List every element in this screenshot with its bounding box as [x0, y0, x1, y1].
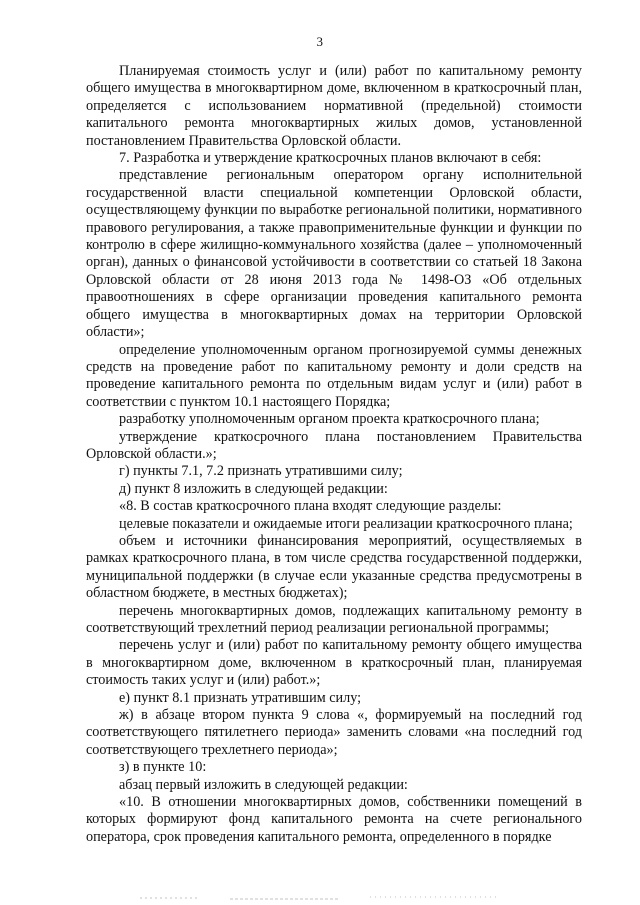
- paragraph-2: 7. Разработка и утверждение краткосрочных планов включают в себя:: [119, 150, 542, 167]
- document-body: [86, 63, 582, 846]
- scan-artifact-marks: [140, 895, 500, 901]
- paragraph-17: абзац первый изложить в следующей редакции:: [119, 776, 408, 793]
- paragraph-15: ж) в абзаце втором пункта 9 слова «, формируемый на последний год соответствующего пятилетнего периода» заменить словами «на последний год соответствующего трехлетнего периода»;: [86, 707, 582, 758]
- paragraph-18: «10. В отношении многоквартирных домов, собственники помещений в которых формируют фонд капитального ремонта на счете регионального оператора, срок проведения капитального ремонта, определенного в порядке: [86, 794, 582, 845]
- paragraph-16: з) в пункте 10:: [119, 759, 207, 776]
- paragraph-3: представление региональным оператором органу исполнительной государственной власти специальной компетенции Орловской области, осуществляющему функции по выработке региональной политики, нормативного правового регулирования, а также правоприменительные функции и функции по контролю в сфере жилищно-коммунального хозяйства (далее – уполномоченный орган), данных о финансовой устойчивости в соответствии со статьей 18 Закона Орловской области от 28 июня 2013 года № 1498-ОЗ «Об отдельных правоотношениях в сфере организации проведения капитального ремонта общего имущества в многоквартирных домах на территории Орловской области»;: [86, 167, 582, 341]
- paragraph-5: разработку уполномоченным органом проекта краткосрочного плана;: [119, 411, 540, 428]
- paragraph-11: объем и источники финансирования мероприятий, осуществляемых в рамках краткосрочного плана, в том числе средства государственной поддержки, муниципальной поддержки (в случае если указанные средства предусмотрены в областном бюджете, в местных бюджетах);: [86, 532, 582, 602]
- paragraph-13: перечень услуг и (или) работ по капитальному ремонту общего имущества в многоквартирном доме, включенном в краткосрочный план, планируемая стоимость таких услуг и (или) работ.»;: [86, 637, 582, 689]
- paragraph-10: целевые показатели и ожидаемые итоги реализации краткосрочного плана;: [119, 515, 573, 532]
- page-number: 3: [316, 34, 324, 49]
- paragraph-6: утверждение краткосрочного плана постановлением Правительства Орловской области.»;: [86, 428, 582, 462]
- paragraph-8: д) пункт 8 изложить в следующей редакции:: [119, 480, 388, 497]
- paragraph-12: перечень многоквартирных домов, подлежащих капитальному ремонту в соответствующий трехлетний период реализации региональной программы;: [86, 602, 582, 636]
- paragraph-7: г) пункты 7.1, 7.2 признать утратившими силу;: [119, 463, 403, 480]
- paragraph-9: «8. В состав краткосрочного плана входят следующие разделы:: [119, 498, 502, 515]
- paragraph-1: Планируемая стоимость услуг и (или) работ по капитальному ремонту общего имущества в многоквартирном доме, включенном в краткосрочный план, определяется с использованием нормативной (предельной) стоимости капитального ремонта многоквартирных жилых домов, установленной постановлением Правительства Орловской области.: [86, 63, 582, 149]
- paragraph-14: е) пункт 8.1 признать утратившим силу;: [119, 689, 362, 706]
- paragraph-4: определение уполномоченным органом прогнозируемой суммы денежных средств на проведение работ по капитальному ремонту и доли средств на проведение капитального ремонта по отдельным видам услуг и (или) работ в соответствии с пунктом 10.1 настоящего Порядка;: [86, 341, 582, 410]
